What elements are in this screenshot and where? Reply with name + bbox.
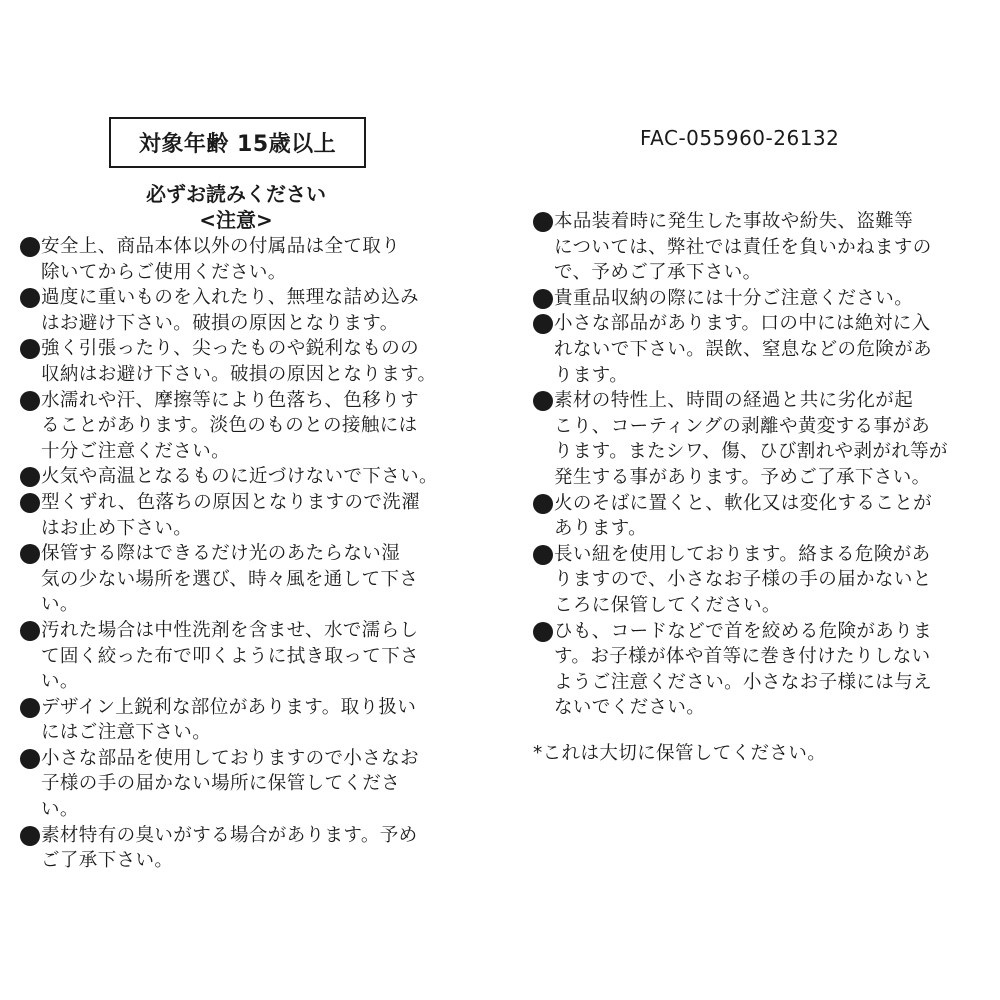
caution-item: [20, 490, 472, 541]
bullet-icon: [20, 826, 40, 846]
caution-item-text: 型くずれ、色落ちの原因となりますので洗濯 はお止め下さい。: [41, 491, 421, 539]
caution-item-text: 小さな部品を使用しておりますので小さなお 子様の手の届かない場所に保管してくださ い。: [41, 747, 420, 821]
caution-item-text: 素材の特性上、時間の経過と共に劣化が起 こり、コーティングの剥離や黄変する事があ ります。またシワ、傷、ひび割れや剥がれ等が 発生する事があります。予めご了承下さい。: [554, 390, 948, 488]
bullet-icon: [533, 494, 553, 514]
caution-item: [533, 286, 978, 312]
caution-item: [533, 388, 978, 490]
caution-item-text: 安全上、商品本体以外の付属品は全て取り 除いてからご使用ください。: [41, 236, 401, 283]
caution-item-text: 素材特有の臭いがする場合があります。予め ご了承下さい。: [41, 824, 418, 872]
caution-item: [533, 311, 978, 388]
bullet-icon: [20, 698, 40, 718]
bullet-icon: [20, 493, 40, 513]
caution-item: [20, 388, 472, 465]
caution-item: [20, 823, 472, 874]
keep-note: *これは大切に保管してください。: [533, 743, 827, 764]
caution-item: [533, 542, 978, 619]
product-code: FAC-055960-26132: [640, 126, 840, 150]
bullet-icon: [533, 289, 553, 309]
bullet-icon: [20, 467, 40, 487]
caution-item-text: 水濡れや汗、摩擦等により色落ち、色移りす ることがあります。淡色のものとの接触には 十分ご注意ください。: [41, 389, 420, 462]
caution-item: [20, 541, 472, 618]
bullet-icon: [20, 339, 40, 359]
caution-item-text: 汚れた場合は中性洗剤を含ませ、水で濡らし て固く絞った布で叩くように拭き取って下さ い。: [41, 619, 420, 693]
caution-item: [20, 464, 472, 490]
bullet-icon: [533, 314, 553, 334]
caution-list-right: [533, 209, 978, 721]
caution-item-text: 貴重品収納の際には十分ご注意ください。: [554, 287, 914, 309]
bullet-icon: [20, 749, 40, 769]
caution-item: [20, 234, 472, 285]
caution-item: [20, 695, 472, 746]
caution-item-text: デザイン上鋭利な部位があります。取り扱い にはご注意下さい。: [41, 696, 417, 744]
caution-item: [20, 285, 472, 336]
caution-list-left: [20, 234, 472, 874]
caution-item: [20, 618, 472, 695]
caution-item-text: ひも、コードなどで首を絞める危険がありま す。お子様が体や首等に巻き付けたりしない ようご注意ください。小さなお子様には与え ないでください。: [554, 620, 933, 719]
bullet-icon: [20, 391, 40, 411]
caution-item: [20, 336, 472, 387]
caution-item-text: 過度に重いものを入れたり、無理な詰め込み はお避け下さい。破損の原因となります。: [41, 287, 420, 334]
bullet-icon: [533, 622, 553, 642]
caution-item: [20, 746, 472, 823]
bullet-icon: [533, 545, 553, 565]
bullet-icon: [20, 237, 40, 257]
caution-item: [533, 209, 978, 286]
caution-item: [533, 491, 978, 542]
caution-item-text: 小さな部品があります。口の中には絶対に入 れないで下さい。誤飲、窒息などの危険があ ります。: [554, 313, 933, 386]
caution-heading: <注意>: [199, 208, 273, 232]
caution-item-text: 保管する際はできるだけ光のあたらない湿 気の少ない場所を選び、時々風を通して下さ い。: [41, 543, 419, 616]
caution-item-text: 火気や高温となるものに近づけないで下さい。: [41, 466, 438, 488]
bullet-icon: [20, 544, 40, 564]
bullet-icon: [20, 288, 40, 308]
age-rating-box: 対象年齢 15歳以上: [109, 117, 366, 168]
caution-item-text: 火のそばに置くと、軟化又は変化することが あります。: [554, 492, 933, 540]
read-notice-heading: 必ずお読みください: [146, 182, 326, 206]
caution-item-text: 本品装着時に発生した事故や紛失、盗難等 については、弊社では責任を負いかねますの で、予めご了承下さい。: [554, 211, 932, 284]
bullet-icon: [20, 621, 40, 641]
caution-item-text: 長い紐を使用しております。絡まる危険があ りますので、小さなお子様の手の届かないと ころに保管してください。: [554, 543, 932, 616]
caution-item: [533, 619, 978, 721]
bullet-icon: [533, 391, 553, 411]
caution-item-text: 強く引張ったり、尖ったものや鋭利なものの 収納はお避け下さい。破損の原因となります。: [41, 338, 437, 385]
bullet-icon: [533, 212, 553, 232]
